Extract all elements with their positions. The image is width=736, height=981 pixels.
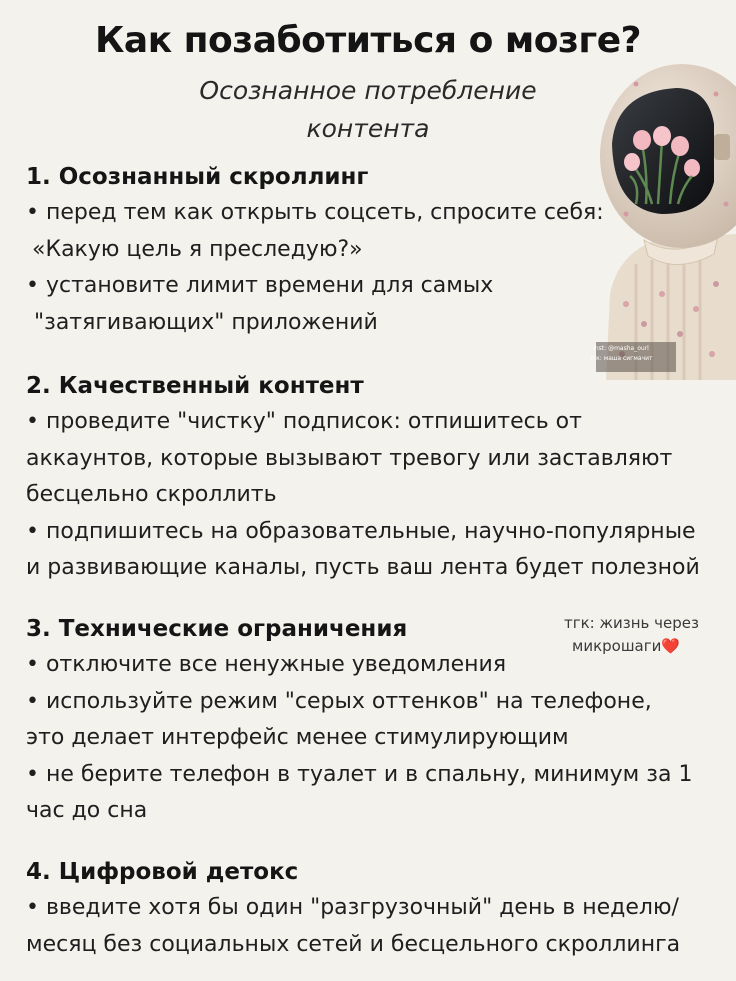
caption-inst: inst: @masha_ourl	[593, 345, 649, 352]
subtitle-line-2: контента	[306, 114, 430, 143]
list-item: месяц без социальных сетей и бесцельного скроллинга	[26, 931, 681, 957]
list-item: • введите хотя бы один "разгрузочный" день в неделю/	[26, 895, 679, 920]
list-item: • используйте режим "серых оттенков" на телефоне,	[26, 688, 652, 714]
section-conscious-scrolling	[26, 160, 726, 341]
section-heading: 4. Цифровой детокс	[26, 859, 299, 885]
illustration-caption	[566, 344, 676, 364]
list-item: и развивающие каналы, пусть ваш лента будет полезной	[26, 555, 700, 580]
list-item: "затягивающих" приложений	[34, 309, 378, 335]
list-item: «Какую цель я преследую?»	[32, 236, 363, 262]
heart-icon: ❤️	[661, 637, 681, 655]
list-item: бесцельно скроллить	[26, 482, 277, 507]
note-line-2	[564, 635, 699, 658]
section-heading: 1. Осознанный скроллинг	[26, 164, 369, 190]
list-item: • подпишитесь на образовательные, научно-популярные	[26, 518, 696, 544]
telegram-note	[564, 612, 699, 658]
list-item: это делает интерфейс менее стимулирующим	[26, 725, 569, 750]
page-title: Как позаботиться о мозге?	[94, 20, 642, 61]
section-heading: 2. Качественный контент	[26, 373, 364, 399]
list-item: • не берите телефон в туалет и в спальну, минимум за 1	[26, 761, 693, 787]
list-item: • перед тем как открыть соцсеть, спросите себя:	[26, 200, 604, 225]
note-line-2-text: микрошаги	[572, 637, 662, 655]
caption-tgk: тгк: маша сигмачит	[589, 355, 653, 362]
list-item: час до сна	[26, 798, 148, 823]
list-item: • установите лимит времени для самых	[26, 273, 494, 298]
list-item: • отключите все ненужные уведомления	[26, 652, 507, 677]
section-quality-content	[26, 369, 726, 587]
subtitle-line-1: Осознанное потребление	[199, 76, 537, 105]
section-digital-detox	[26, 855, 726, 963]
list-item: • проведите "чистку" подписок: отпишитесь от	[26, 409, 582, 434]
note-line-1: тгк: жизнь через	[564, 614, 699, 632]
list-item: аккаунтов, которые вызывают тревогу или заставляют	[26, 445, 673, 471]
section-heading: 3. Технические ограничения	[26, 616, 408, 642]
